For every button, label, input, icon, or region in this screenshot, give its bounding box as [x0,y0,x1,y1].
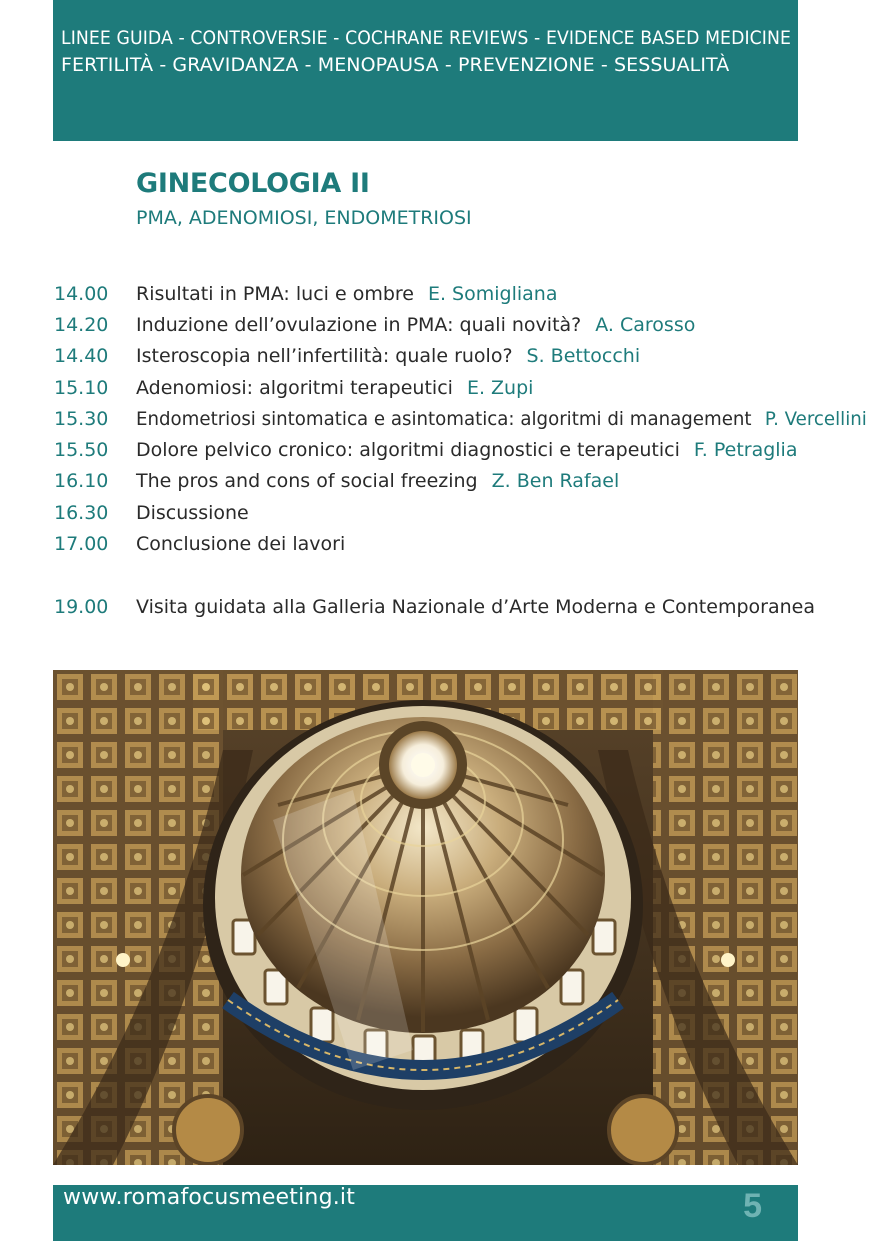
schedule-entry [136,283,557,305]
schedule-entry [136,314,695,336]
talk-title: Conclusione dei lavori [136,533,346,555]
talk-title: Adenomiosi: algoritmi terapeutici [136,377,453,399]
schedule-entry [136,596,815,618]
speaker-name: Z. Ben Rafael [491,470,620,492]
schedule-time: 15.10 [54,377,109,399]
speaker-name: S. Bettocchi [526,345,641,367]
schedule-row [0,439,875,465]
talk-title: The pros and cons of social freezing [136,470,478,492]
schedule-time: 16.10 [54,470,109,492]
dome-photo [53,670,798,1165]
talk-title: Endometriosi sintomatica e asintomatica: algoritmi di management [136,408,752,430]
schedule-time: 14.00 [54,283,109,305]
schedule-row [0,377,875,403]
schedule-row [0,596,875,622]
header-topics-line-1: LINEE GUIDA - CONTROVERSIE - COCHRANE REVIEWS - EVIDENCE BASED MEDICINE [61,27,791,49]
schedule-row [0,314,875,340]
website-url[interactable]: www.romafocusmeeting.it [63,1185,356,1210]
speaker-name: E. Somigliana [427,283,558,305]
schedule-entry [136,377,533,399]
talk-title: Discussione [136,502,249,524]
schedule-row [0,283,875,309]
schedule-time: 16.30 [54,502,109,524]
talk-title: Dolore pelvico cronico: algoritmi diagnostici e terapeutici [136,439,680,461]
speaker-name: A. Carosso [595,314,696,336]
schedule-entry [136,439,797,461]
section-title: GINECOLOGIA II [136,168,370,199]
section-subtitle: PMA, ADENOMIOSI, ENDOMETRIOSI [136,207,472,229]
talk-title: Isteroscopia nell’infertilità: quale ruolo? [136,345,513,367]
schedule-time: 14.20 [54,314,109,336]
schedule-row [0,470,875,496]
speaker-name: E. Zupi [466,377,534,399]
dome-illustration [53,670,798,1165]
footer-bar [53,1185,798,1241]
schedule-time: 17.00 [54,533,109,555]
talk-title: Risultati in PMA: luci e ombre [136,283,414,305]
schedule-entry [136,470,619,492]
schedule-time: 19.00 [54,596,109,618]
schedule-entry [136,502,249,524]
speaker-name: F. Petraglia [693,439,798,461]
schedule-row [0,345,875,371]
header-topics-line-2: FERTILITÀ - GRAVIDANZA - MENOPAUSA - PREVENZIONE - SESSUALITÀ [61,54,730,76]
schedule-row [0,408,875,434]
talk-title: Induzione dell’ovulazione in PMA: quali novità? [136,314,582,336]
schedule-time: 15.50 [54,439,109,461]
schedule-row [0,502,875,528]
talk-title: Visita guidata alla Galleria Nazionale d’Arte Moderna e Contemporanea [136,596,815,618]
schedule-time: 14.40 [54,345,109,367]
page-number: 5 [743,1187,762,1225]
schedule-entry [136,533,345,555]
speaker-name: P. Vercellini [764,408,867,430]
schedule-time: 15.30 [54,408,109,430]
schedule-entry [136,408,867,430]
schedule-row [0,533,875,559]
schedule-entry [136,345,640,367]
